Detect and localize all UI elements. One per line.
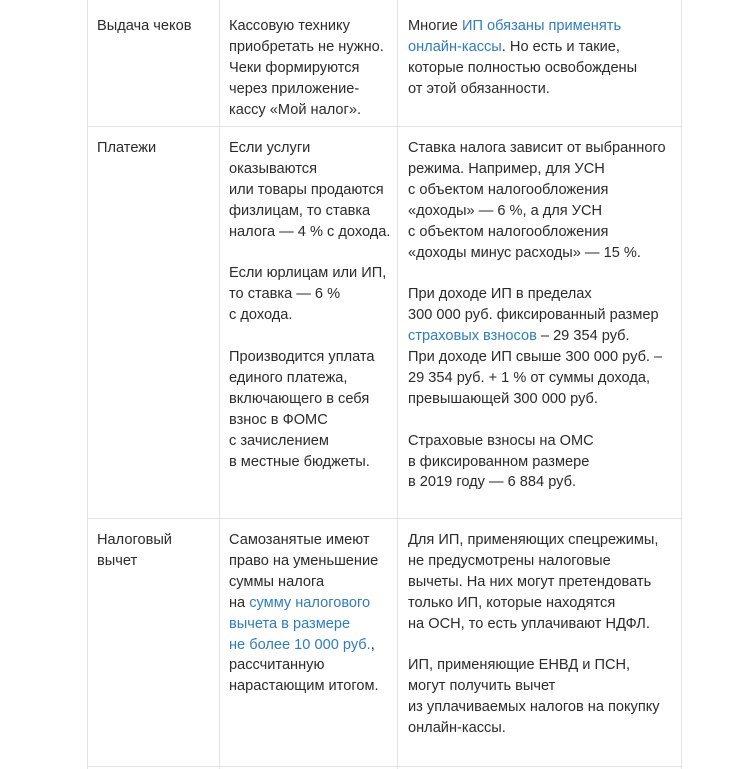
column-divider-2 <box>397 0 398 769</box>
row-2-label: Платежи <box>97 140 157 156</box>
link-insurance-contributions[interactable]: страховых взносов <box>408 328 537 345</box>
link-tax-deduction[interactable]: сумму налогового <box>249 594 371 611</box>
row-3-label: Налоговый вычет <box>97 532 172 569</box>
row-3-ip-cell <box>408 530 660 739</box>
link-ip-obliged[interactable]: ИП обязаны применять <box>461 18 622 34</box>
row-1-label: Выдача чеков <box>97 18 192 34</box>
row-divider-1 <box>87 126 682 127</box>
row-1-ip-cell <box>408 16 637 100</box>
paragraph: Производится уплата единого платежа, включающего в себя взнос в ФОМС с зачислением в местные бюджеты. <box>229 349 375 470</box>
row-2-self-employed-cell <box>229 138 390 472</box>
link-online-cash[interactable]: онлайн-кассы <box>408 38 502 55</box>
paragraph: ИП, применяющие ЕНВД и ПСН, могут получить вычет из уплачиваемых налогов на покупку онлайн-кассы. <box>408 657 660 737</box>
row-divider-2 <box>87 518 682 519</box>
paragraph: Кассовую технику приобретать не нужно. Чеки формируются через приложение- кассу «Мой налог». <box>229 18 384 118</box>
row-divider-3 <box>87 766 682 767</box>
row-2-ip-cell <box>408 138 666 493</box>
paragraph: Для ИП, применяющих спецрежимы, не предусмотрены налоговые вычеты. На них могут претендовать только ИП, которые находятся на ОСН, то есть уплачивают НДФЛ. <box>408 532 659 632</box>
column-divider-1 <box>219 0 220 769</box>
paragraph: Самозанятые имеют право на уменьшение суммы налога на сумму налогового вычета в размере не более 10 000 руб., рассчитанную нарастающим итогом. <box>229 532 379 695</box>
paragraph: Многие ИП обязаны применять онлайн-кассы. Но есть и такие, которые полностью освобождены от этой обязанности. <box>408 18 638 97</box>
row-3-self-employed-cell <box>229 530 379 697</box>
paragraph: При доходе ИП в пределах 300 000 руб. фиксированный размер страховых взносов – 29 354 руб. При доходе ИП свыше 300 000 руб. – 29 354 руб. + 1 % от суммы дохода, превышающей 300 000 руб. <box>408 286 663 407</box>
table-border-right <box>681 0 682 769</box>
comparison-table <box>87 0 682 769</box>
paragraph: Ставка налога зависит от выбранного режима. Например, для УСН с объектом налогообложения «доходы» — 6 %, а для УСН с объектом налогообложения «доходы минус расходы» — 15 %. <box>408 140 666 261</box>
paragraph: Если юрлицам или ИП, то ставка — 6 % с дохода. <box>229 265 387 324</box>
paragraph: Если услуги оказываются или товары продаются физлицам, то ставка налога — 4 % с дохода. <box>229 140 391 240</box>
link-tax-deduction[interactable]: не более 10 000 руб. <box>229 636 371 653</box>
row-1-self-employed-cell <box>229 16 384 121</box>
paragraph: Страховые взносы на ОМС в фиксированном размере в 2019 году — 6 884 руб. <box>408 432 594 491</box>
table-border-left <box>87 0 88 769</box>
link-tax-deduction[interactable]: вычета в размере <box>229 615 351 632</box>
